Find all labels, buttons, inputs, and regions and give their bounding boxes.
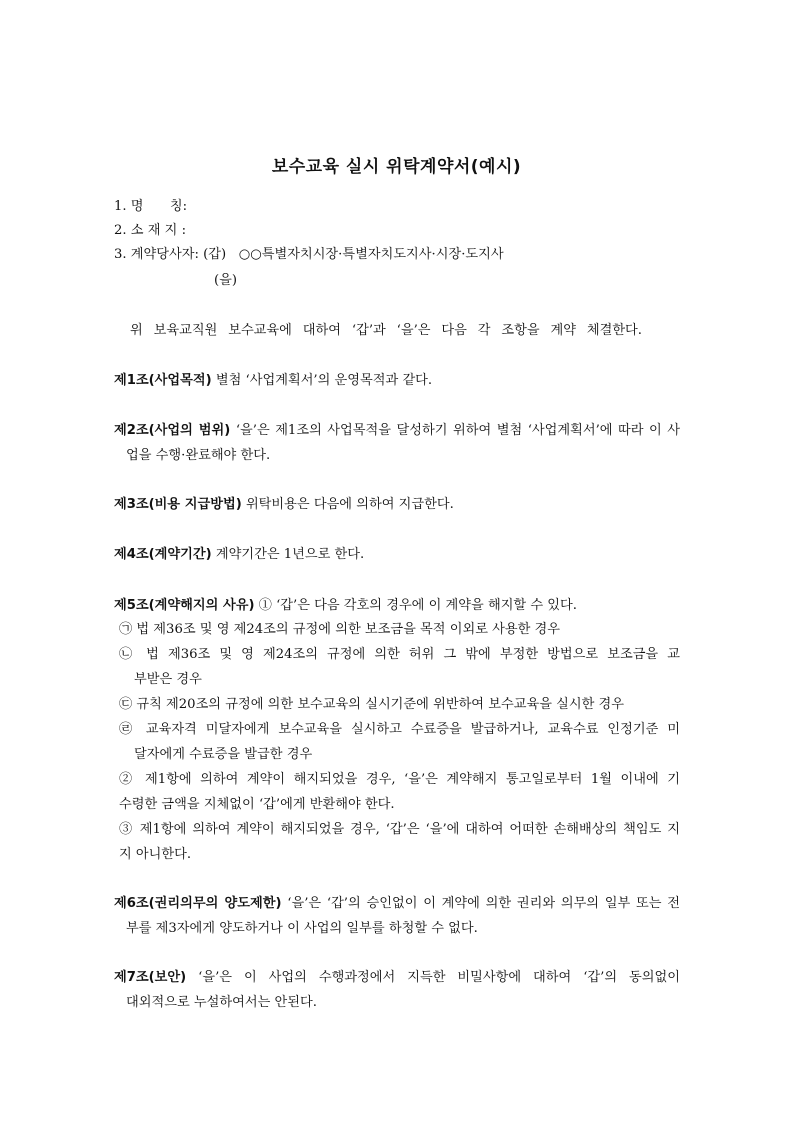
article-7-line-1: [114, 969, 680, 987]
article-1: [114, 372, 432, 390]
article-5-text: ① ‘갑’은 다음 각호의 경우에 이 계약을 해지할 수 있다.: [258, 598, 577, 613]
article-2-text: ‘을’은 제1조의 사업목적을 달성하기 위하여 별첨 ‘사업계획서’에 따라 이 사: [235, 423, 680, 438]
article-5-para-2-line-2: 수령한 금액을 지체없이 ‘갑’에게 반환해야 한다.: [119, 797, 395, 812]
article-6-line-2: 부를 제3자에게 양도하거나 이 사업의 일부를 하청할 수 없다.: [126, 921, 478, 936]
article-1-heading: 제1조(사업목적): [114, 373, 212, 388]
article-1-text: 별첨 ‘사업계획서’의 운영목적과 같다.: [215, 373, 433, 388]
article-4: [114, 546, 364, 564]
article-5-heading: 제5조(계약해지의 사유): [114, 598, 255, 613]
article-2-heading: 제2조(사업의 범위): [114, 423, 231, 438]
article-6-line-1: [114, 895, 680, 913]
document-title: 보수교육 실시 위탁계약서(예시): [271, 157, 522, 177]
article-7-heading: 제7조(보안): [114, 970, 187, 985]
article-5-item-1: ㉠ 법 제36조 및 영 제24조의 규정에 의한 보조금을 목적 이외로 사용한 경우: [119, 622, 561, 637]
article-4-text: 계약기간은 1년으로 한다.: [215, 547, 365, 562]
party-gap-value: ○○특별자치시장·특별자치도지사·시장·도지사: [238, 247, 504, 262]
article-2-line-1: [114, 422, 680, 440]
article-3-text: 위탁비용은 다음에 의하여 지급한다.: [245, 497, 454, 512]
article-5-item-3: ㉢ 규칙 제20조의 규정에 의한 보수교육의 실시기준에 위반하여 보수교육을 실시한 경우: [119, 697, 625, 712]
article-7-line-2: 대외적으로 누설하여서는 안된다.: [126, 995, 317, 1010]
article-5-para-3-line-1: ③ 제1항에 의하여 계약이 해지되었을 경우, ‘갑’은 ‘을’에 대하여 어떠한 손해배상의 책임도 지: [119, 822, 680, 837]
article-2-line-2: 업을 수행·완료해야 한다.: [126, 448, 271, 463]
header-parties-line: [114, 246, 504, 264]
party-eul-label: (을): [214, 273, 238, 288]
article-5-para-3-line-2: 지 아니한다.: [119, 847, 192, 862]
article-5-item-4-line-1: ㉣ 교육자격 미달자에게 보수교육을 실시하고 수료증을 발급하거나, 교육수료 인정기준 미: [119, 722, 680, 737]
article-5-line-1: [114, 597, 577, 615]
article-6-heading: 제6조(권리의무의 양도제한): [114, 896, 282, 911]
header-name-line: 1. 명 칭:: [114, 199, 188, 214]
article-6-text: ‘을’은 ‘갑’의 승인없이 이 계약에 의한 권리와 의무의 일부 또는 전: [287, 896, 680, 911]
article-3: [114, 496, 454, 514]
header-address-line: 2. 소 재 지 :: [114, 223, 187, 238]
parties-label: 3. 계약당사자: (갑): [114, 247, 227, 262]
article-7-text: ‘을’은 이 사업의 수행과정에서 지득한 비밀사항에 대하여 ‘갑’의 동의없이: [198, 970, 680, 985]
article-3-heading: 제3조(비용 지급방법): [114, 497, 242, 512]
article-5-item-4-line-2: 달자에게 수료증을 발급한 경우: [134, 747, 313, 762]
article-5-para-2-line-1: ② 제1항에 의하여 계약이 해지되었을 경우, ‘을’은 계약해지 통고일로부터 1월 이내에 기: [119, 772, 680, 787]
intro-paragraph: 위 보육교직원 보수교육에 대하여 ‘갑’과 ‘을’은 다음 각 조항을 계약 체결한다.: [130, 323, 642, 338]
article-4-heading: 제4조(계약기간): [114, 547, 212, 562]
article-5-item-2-line-1: ㉡ 법 제36조 및 영 제24조의 규정에 의한 허위 그 밖에 부정한 방법으로 보조금을 교: [119, 647, 680, 662]
article-5-item-2-line-2: 부받은 경우: [134, 672, 202, 687]
